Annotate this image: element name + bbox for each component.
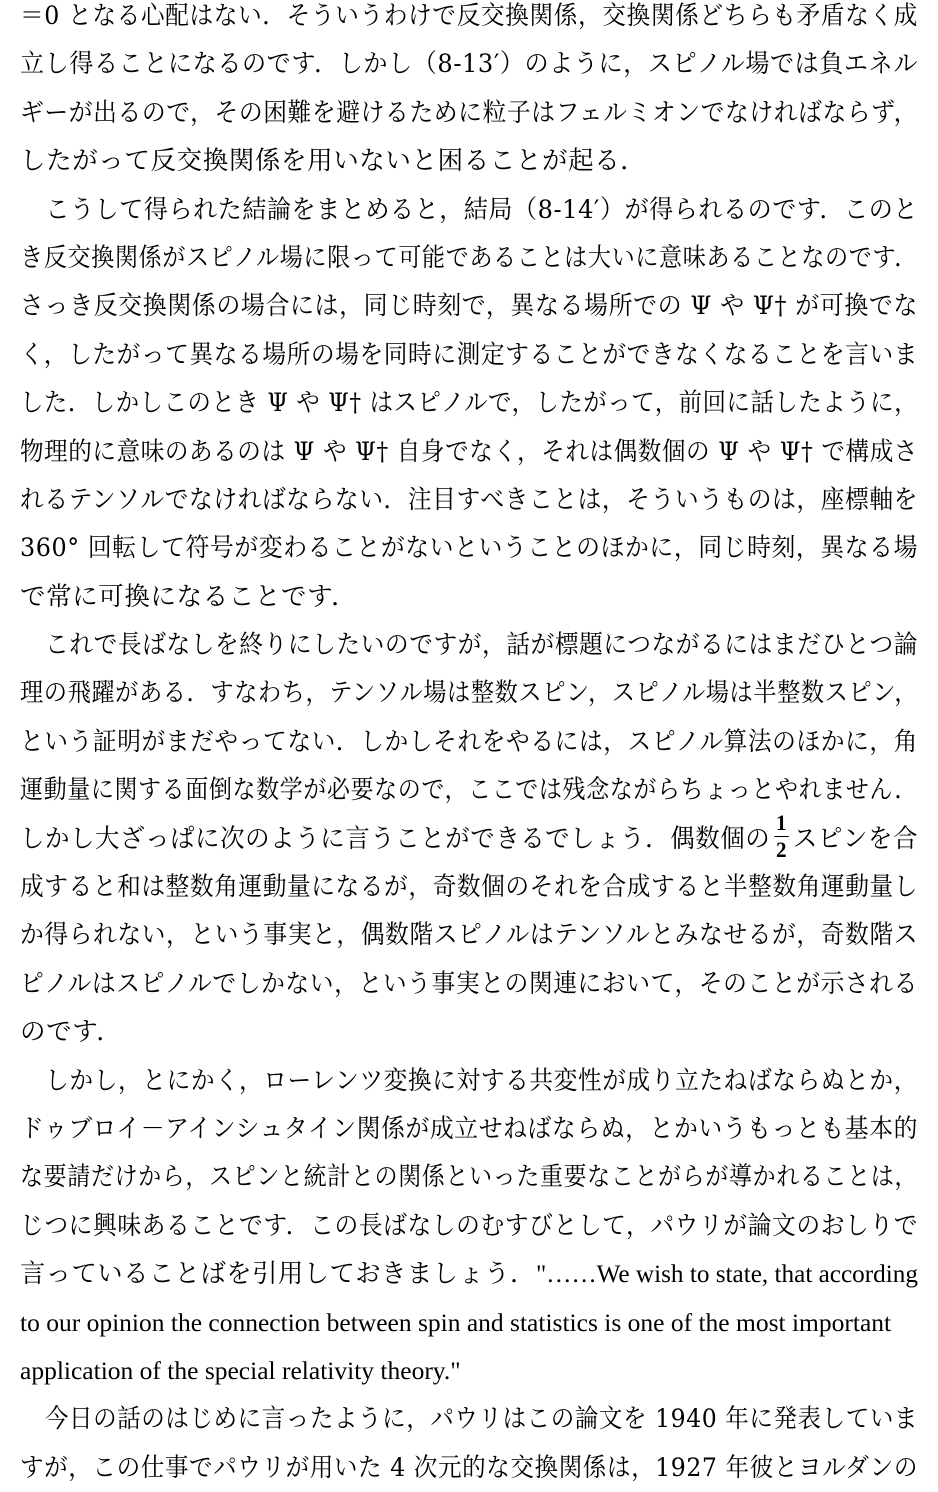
- fraction-text-line: [20, 810, 918, 863]
- quote-intro: 言っていることばを引用しておきましょう．: [20, 1259, 536, 1290]
- fraction-line-before: しかし大ざっぱに次のように言うことができるでしょう．偶数個の: [20, 823, 771, 854]
- pauli-quote-start: "……We wish to state, that according: [535, 1259, 918, 1289]
- text-line: ドゥブロイ－アインシュタイン関係が成立せねばならぬ，とかいうもっとも基本的: [20, 1113, 919, 1144]
- text-line: さっき反交換関係の場合には，同じ時刻で，異なる場所での Ψ や Ψ† が可換でな: [20, 291, 918, 322]
- paragraph-1: [20, 0, 918, 186]
- text-line: したがって反交換関係を用いないと困ることが起る．: [20, 146, 647, 177]
- text-line: しかし，とにかく，ローレンツ変換に対する共変性が成り立たねばならぬとか，: [45, 1065, 918, 1096]
- fraction-numerator: 1: [776, 810, 788, 836]
- fraction-line-after: スピンを合: [792, 823, 918, 854]
- pauli-quote-line: application of the special relativity theory.": [20, 1355, 461, 1385]
- text-line: すが，この仕事でパウリが用いた 4 次元的な交換関係は，1927 年彼とヨルダンの: [20, 1452, 918, 1483]
- text-line: という証明がまだやってない．しかしそれをやるには，スピノル算法のほかに，角: [20, 726, 918, 757]
- paragraph-2: [20, 186, 918, 622]
- text-line: 360° 回転して符号が変わることがないということのほかに，同じ時刻，異なる場: [20, 533, 919, 564]
- text-line: れるテンソルでなければならない．注目すべきことは，そういうものは，座標軸を: [20, 484, 918, 515]
- text-line: 理の飛躍がある．すなわち，テンソル場は整数スピン，スピノル場は半整数スピン，: [20, 678, 918, 709]
- text-line: か得られない，という事実と，偶数階スピノルはテンソルとみなせるが，奇数階ス: [20, 920, 919, 951]
- text-line: こうして得られた結論をまとめると，結局（8-14′）が得られるのです．このと: [45, 194, 918, 225]
- document-page: [20, 0, 918, 1492]
- fraction-denominator: 2: [776, 837, 788, 863]
- text-line: き反交換関係がスピノル場に限って可能であることは大いに意味あることなのです．: [20, 242, 918, 273]
- text-line: な要請だけから，スピンと統計との関係といった重要なことがらが導かれることは，: [20, 1162, 918, 1193]
- text-line: 立し得ることになるのです．しかし（8-13′）のように，スピノル場では負エネル: [20, 49, 919, 80]
- text-line: 成すると和は整数角運動量になるが，奇数個のそれを合成すると半整数角運動量し: [20, 872, 919, 903]
- text-line: ピノルはスピノルでしかない，という事実との関連において，そのことが示される: [20, 968, 918, 999]
- quote-text-line: [20, 1250, 918, 1298]
- text-line: ＝0 となる心配はない．そういうわけで反交換関係，交換関係どちらも矛盾なく成: [20, 1, 918, 31]
- text-line: ギーが出るので，その困難を避けるために粒子はフェルミオンでなければならず，: [20, 97, 919, 128]
- text-line: じつに興味あることです．この長ばなしのむすびとして，パウリが論文のおしりで: [20, 1210, 919, 1241]
- paragraph-4: [20, 1057, 918, 1396]
- paragraph-3: [20, 621, 918, 1057]
- text-line: 今日の話のはじめに言ったように，パウリはこの論文を 1940 年に発表していま: [44, 1404, 918, 1435]
- text-line: で常に可換になることです．: [20, 581, 358, 612]
- text-line: 物理的に意味のあるのは Ψ や Ψ† 自身でなく，それは偶数個の Ψ や Ψ† で構成さ: [20, 436, 918, 467]
- text-line: した．しかしこのとき Ψ や Ψ† はスピノルで，したがって，前回に話したように，: [20, 388, 919, 419]
- text-line: 運動量に関する面倒な数学が必要なので，ここでは残念ながらちょっとやれません．: [20, 775, 919, 806]
- pauli-quote-line: to our opinion the connection between spin and statistics is one of the most important: [20, 1307, 892, 1337]
- text-line: これで長ばなしを終りにしたいのですが，話が標題につながるにはまだひとつ論: [45, 630, 919, 661]
- one-half-fraction: [774, 812, 789, 861]
- text-line: のです．: [20, 1017, 123, 1048]
- text-line: く，したがって異なる場所の場を同時に測定することができなくなることを言いま: [20, 339, 919, 370]
- paragraph-5: [20, 1395, 918, 1492]
